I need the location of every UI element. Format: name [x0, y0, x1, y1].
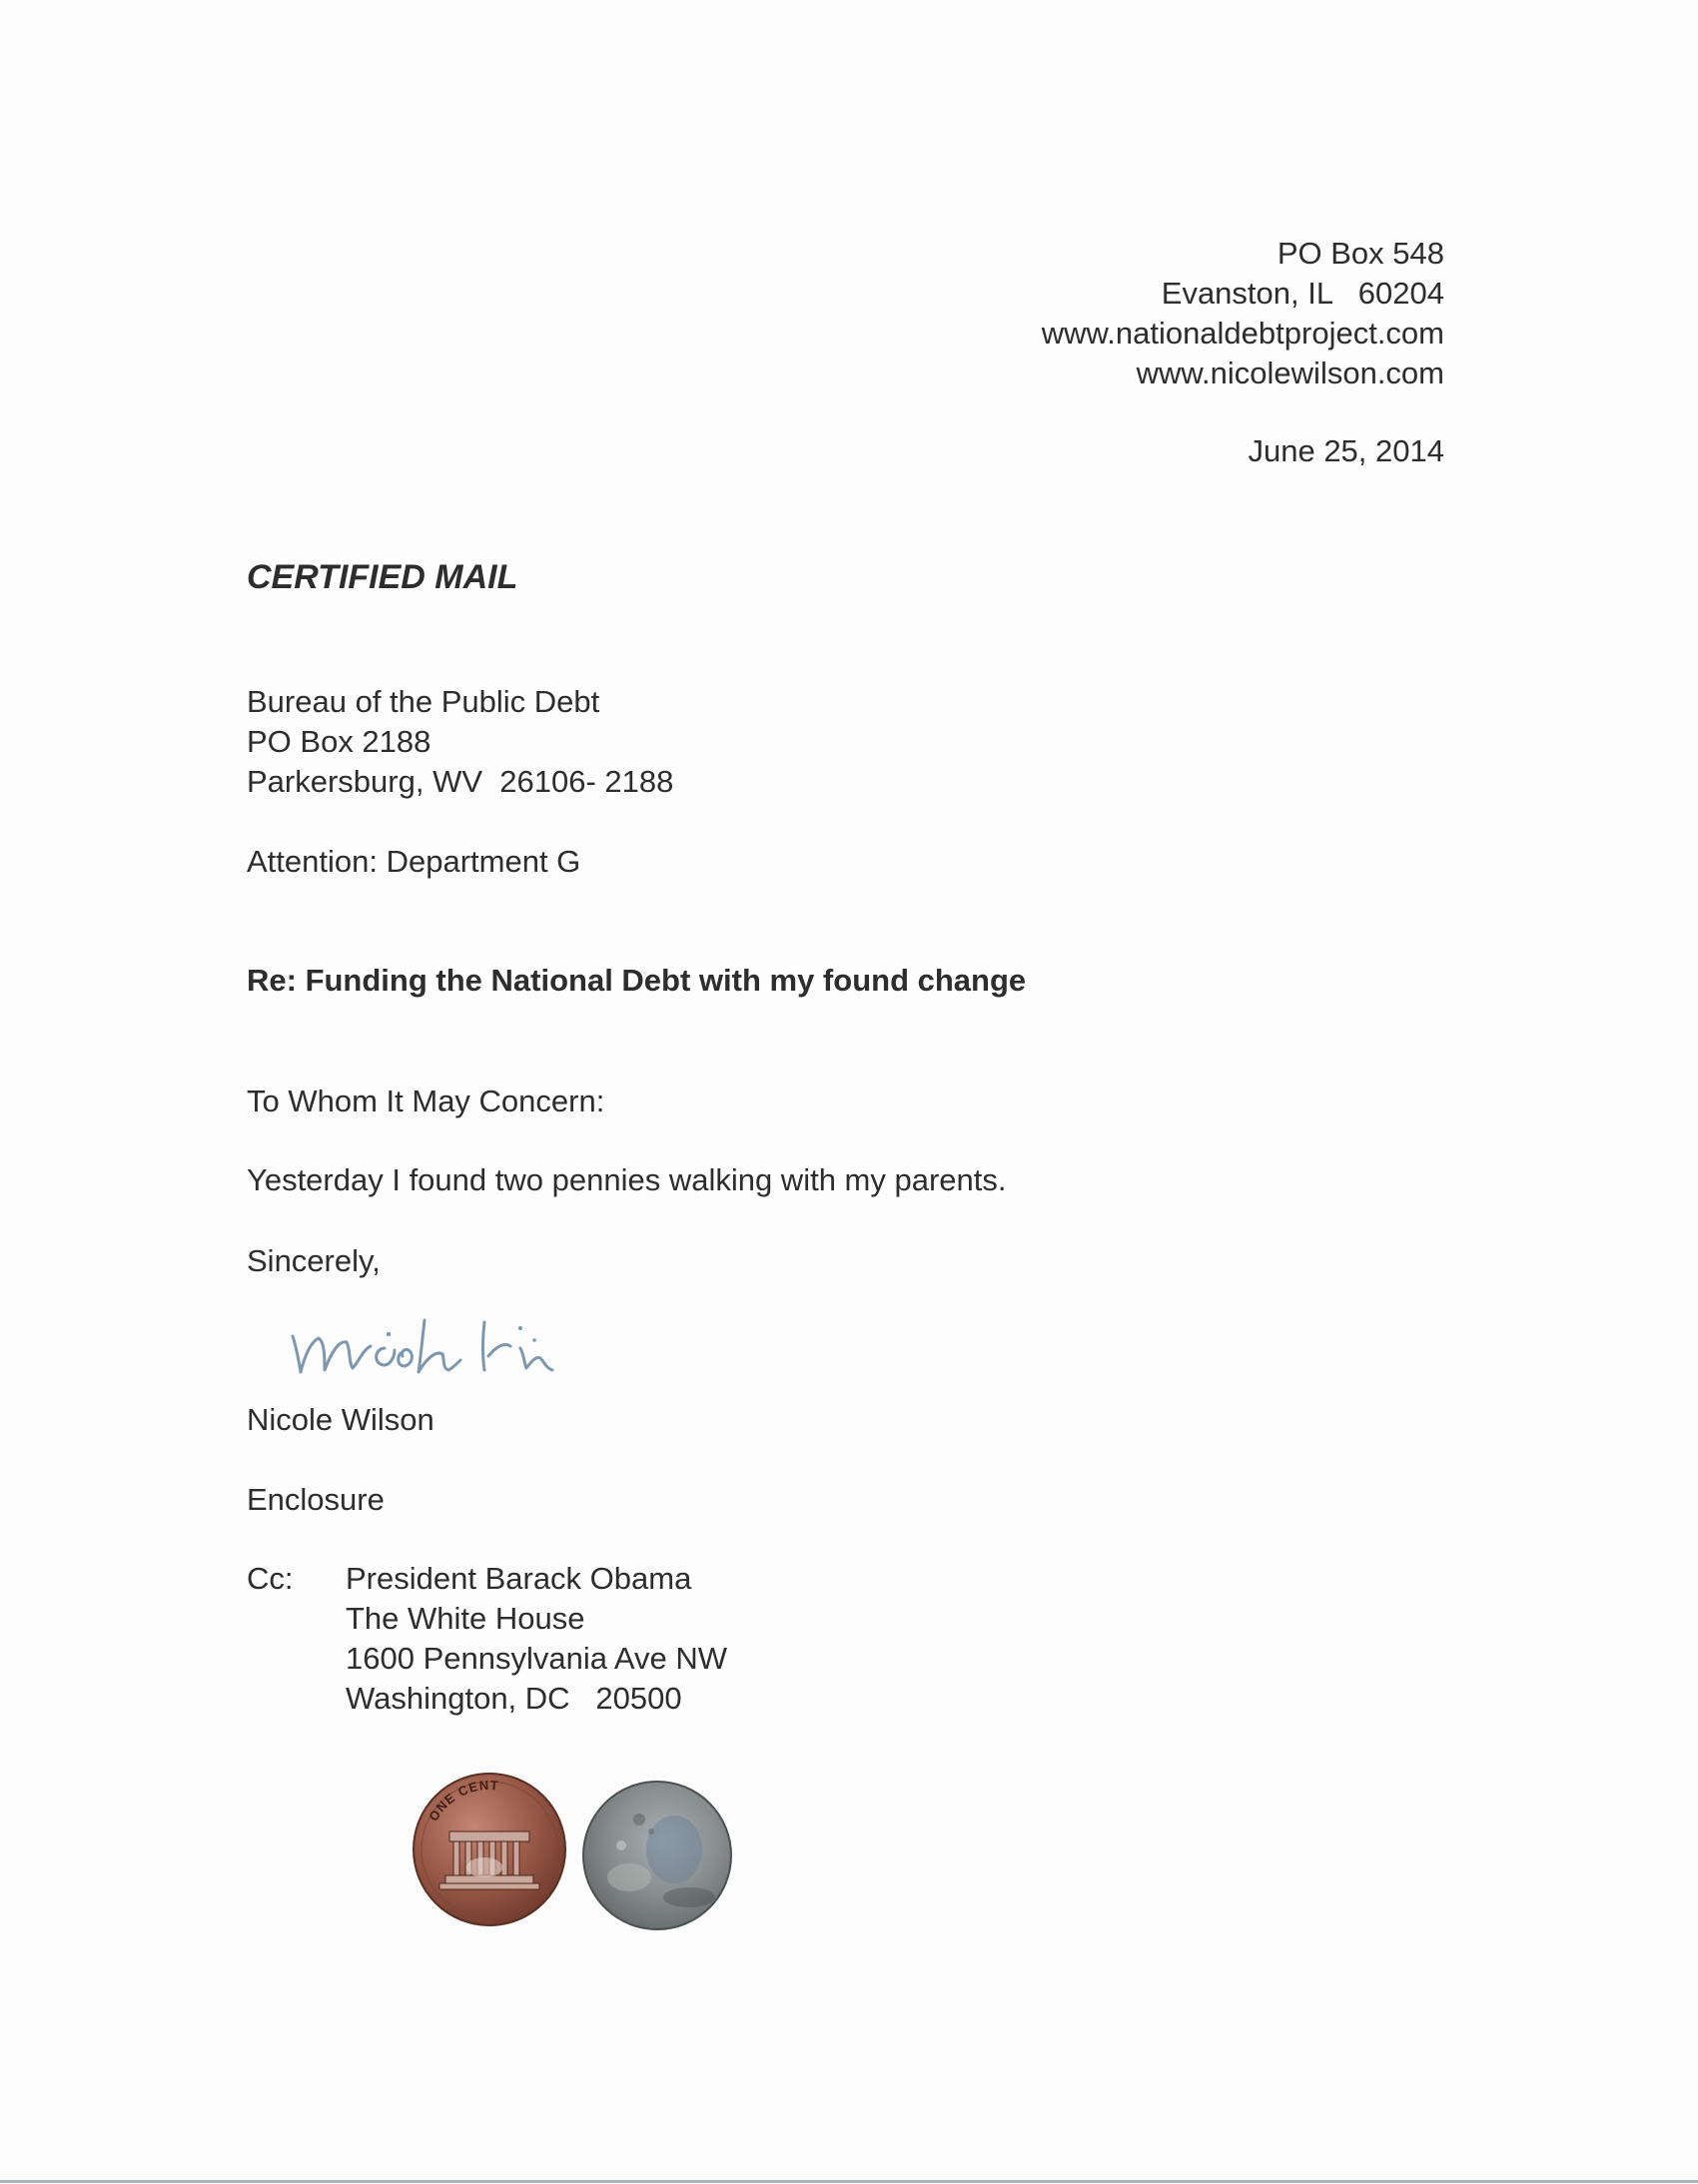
cc-line: The White House — [346, 1601, 585, 1636]
sender-line: PO Box 548 — [1276, 236, 1444, 271]
scan-edge-line — [0, 2180, 1698, 2183]
salutation: To Whom It May Concern: — [247, 1084, 605, 1118]
closing: Sincerely, — [247, 1243, 381, 1278]
sender-line: Evanston, IL 60204 — [1161, 276, 1444, 311]
sender-website: www.nationaldebtproject.com — [1041, 316, 1444, 351]
letter-body: Yesterday I found two pennies walking with my parents. — [247, 1162, 1007, 1197]
enclosed-pennies — [390, 1758, 769, 1937]
sender-address — [1042, 234, 1444, 393]
penny-inscription: ONE CENT — [425, 1777, 500, 1824]
signer-name: Nicole Wilson — [247, 1402, 434, 1437]
worn-coin — [583, 1782, 731, 1929]
copper-penny — [414, 1774, 565, 1925]
cc-line: President Barack Obama — [346, 1561, 692, 1596]
handwritten-signature — [285, 1298, 624, 1388]
subject-line: Re: Funding the National Debt with my found change — [247, 963, 1027, 998]
recipient-line: Bureau of the Public Debt — [247, 684, 600, 719]
recipient-line: Parkersburg, WV 26106- 2188 — [247, 764, 674, 799]
cc-line: Washington, DC 20500 — [346, 1681, 682, 1716]
enclosure-note: Enclosure — [247, 1482, 385, 1517]
cc-address — [346, 1559, 727, 1719]
attention-line: Attention: Department G — [247, 844, 581, 879]
cc-label: Cc: — [247, 1561, 294, 1596]
sender-website: www.nicolewilson.com — [1136, 356, 1444, 390]
cc-line: 1600 Pennsylvania Ave NW — [346, 1641, 727, 1676]
letter-date: June 25, 2014 — [1248, 433, 1444, 468]
delivery-method: CERTIFIED MAIL — [247, 558, 518, 596]
recipient-line: PO Box 2188 — [247, 724, 431, 759]
recipient-address — [247, 682, 673, 802]
